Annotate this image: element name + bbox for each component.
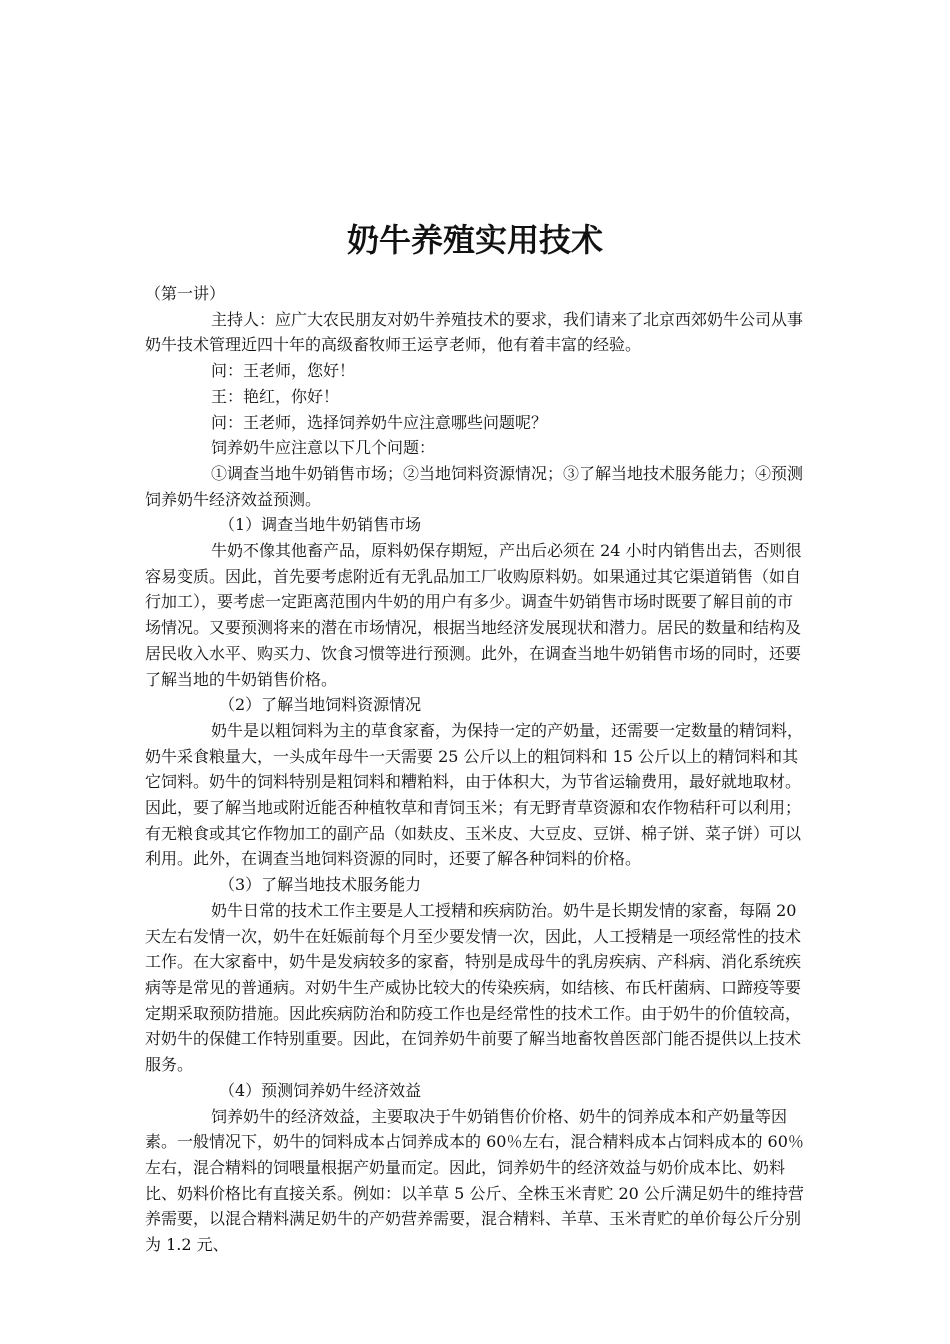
paragraph-issues-list: ①调查当地牛奶销售市场；②当地饲料资源情况；③了解当地技术服务能力；④预测饲养奶牛经济效益预测。 — [145, 463, 804, 509]
paragraph-tech-service: 奶牛日常的技术工作主要是人工授精和疾病防治。奶牛是长期发情的家畜，每隔 20 天左右发情一次，奶牛在妊娠前每个月至少要发情一次，因此，人工授精是一项经常性的技术工作。在大家畜中，奶牛是发病较多的家畜，特别是成母牛的乳房疾病、产科病、消化系统疾病等是常见的普通病。对奶牛生产威协比较大的传染疾病，如结核、布氏杆菌病、口蹄疫等要定期采取预防措施。因此疾病防治和防疫工作也是经常性的技术工作。由于奶牛的价值较高，对奶牛的保健工作特别重要。因此，在饲养奶牛前要了解当地畜牧兽医部门能否提供以上技术服务。 — [145, 900, 802, 1075]
paragraph-market: 牛奶不像其他畜产品，原料奶保存期短，产出后必须在 24 小时内销售出去，否则很容易变质。因此，首先要考虑附近有无乳品加工厂收购原料奶。如果通过其它渠道销售（如自行加工），要考虑一定距离范围内牛奶的用户有多少。调查牛奶销售市场时既要了解目前的市场情况。又要预测将来的潜在市场情况，根据当地经济发展现状和潜力。居民的数量和结构及居民收入水平、购买力、饮食习惯等进行预测。此外，在调查当地牛奶销售市场的同时，还要了解当地的牛奶销售价格。 — [145, 541, 802, 689]
document-body — [145, 281, 807, 1258]
lecture-label: （第一讲） — [145, 284, 226, 303]
paragraph-feed: 奶牛是以粗饲料为主的草食家畜，为保持一定的产奶量，还需要一定数量的精饲料，奶牛采食粮量大，一头成年母牛一天需要 25 公斤以上的粗饲料和 15 公斤以上的精饲料和其它饲料。奶牛的饲料特别是粗饲料和糟粕料，由于体积大，为节省运输费用，最好就地取材。因此，要了解当地或附近能否种植牧草和青饲玉米；有无野青草资源和农作物秸秆可以利用；有无粮食或其它作物加工的副产品（如麸皮、玉米皮、大豆皮、豆饼、棉子饼、菜子饼）可以利用。此外，在调查当地饲料资源的同时，还要了解各种饲料的价格。 — [145, 720, 804, 869]
paragraph-question-topic: 问：王老师，选择饲养奶牛应注意哪些问题呢？ — [211, 412, 548, 432]
paragraph-host-intro: 主持人：应广大农民朋友对奶牛养殖技术的要求，我们请来了北京西郊奶牛公司从事奶牛技术管理近四十年的高级畜牧师王运亨老师，他有着丰富的经验。 — [145, 309, 804, 355]
section-heading-3: （3）了解当地技术服务能力 — [219, 875, 422, 895]
document-title: 奶牛养殖实用技术 — [346, 221, 603, 260]
paragraph-economics: 饲养奶牛的经济效益，主要取决于牛奶销售价价格、奶牛的饲养成本和产奶量等因素。一般情况下，奶牛的饲料成本占饲养成本的 60％左右，混合精料成本占饲料成本的 60％左右，混合精料的饲喂量根据产奶量而定。因此，饲养奶牛的经济效益与奶价成本比、奶料比、奶料价格比有直接关系。例如：以羊草 5 公斤、全株玉米青贮 20 公斤满足奶牛的维持营养需要，以混合精料满足奶牛的产奶营养需要，混合精料、羊草、玉米青贮的单价每公斤分别为 1.2 元、 — [145, 1106, 804, 1255]
section-heading-1: （1）调查当地牛奶销售市场 — [219, 515, 422, 535]
paragraph-issues-intro: 饲养奶牛应注意以下几个问题： — [211, 438, 436, 458]
section-heading-2: （2）了解当地饲料资源情况 — [219, 695, 422, 715]
section-heading-4: （4）预测饲养奶牛经济效益 — [219, 1080, 422, 1100]
paragraph-question-greeting: 问：王老师，您好！ — [211, 361, 356, 381]
paragraph-answer-greeting: 王：艳红，你好！ — [211, 386, 340, 406]
